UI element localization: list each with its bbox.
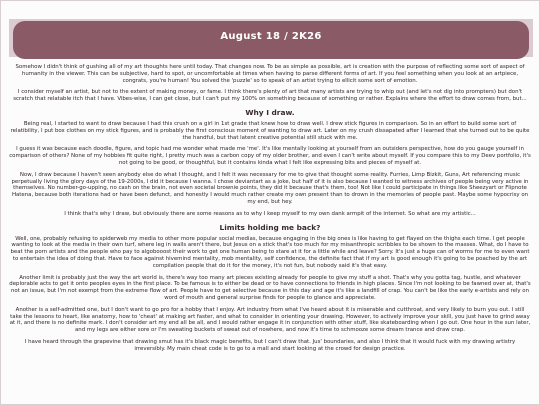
intro-paragraph: Somehow I didn't think of gushing all of my art thoughts here until today. That changes now. To be as simple as possible, art is creation with the purpose of reflecting some sort of aspect of humanity in the viewer. This can be subjective, hard to spot, or uncomfortable at times when having to parse different forms of art. If you feel something when you look at an artpiece, congrats, you're human! You solved the 'puzzle' so to speak of an artist trying to ellicit some sort of emotion. xyxy=(15,64,525,84)
post-title: August 18 / 2K26 xyxy=(220,31,322,42)
why-paragraph: I think that's why I draw, but obviously there are some reasons as to why I keep myself to my own dank armpit of the internet. So what are my artistic... xyxy=(64,210,476,217)
limits-paragraph: Another limit is probably just the way the art world is, there's way too many art pieces existing already for people to give my stuff a shot. That's why you gotta tag, hustle, and whatever deplorable acts to get it onto peoples eyes in the first place. To be famous is to either be dead or to have connections to friends in high places. Since I'm not looking to be fawned over at, that's not an issue, but I'm not exempt from the extreme flow of art. People have to get selective because in this day and age it's like a landfill of crap. You can't be like the early e-artists and rely on word of mouth and general surprise finds for people to glance and appreciate. xyxy=(9,274,531,301)
why-paragraph: Now, I draw because I haven't seen anybody else do what I thought, and I felt it was necessary for me to give that thought some reality. Furries, Limp Bizkit, Guns, Art referencing music perpetually living the glory days of the 19-2000s, I did it because I wanna. I chose deviantart as a joke, but half of it is also because I wanted to witness archives of people being very active in themselves. No number-go-upping, no cash on the brain, not even societal brownie points, they did it because that's them, too! Not like I could participate in things like Sheezyart or Flipnote Hatena, because both iterations had or have been defunct, and honestly I would much rather create my own present than to drown in the memories of people past. Maybe some hypocrisy on my end, but hey. xyxy=(11,171,529,205)
limits-paragraph: Another is a self-admitted one, but I don't want to go pro for a hobby that I enjoy. Art industry from what I've heard about it is miserable and cutthroat, and very likely to burn you out. I still take the lessons to heart, like anatomy, how to 'cheat' at making art faster, and what to consider in orienting your drawing. However, to actively improve your skill, you just have to grind away at it, and there is no definite mark. I don't consider art my end all be all, and I would rather engage it in conjunction with other stuff, like skateboarding when I go out. One hour in the sun later, and my legs are either sore or I'm sweating buckets of sweat out of nowhere, and now it's time to schmooze some dream trance and draw crap. xyxy=(9,306,531,334)
intro-paragraph: I consider myself an artist, but not to the extent of making money, or fame. I think there's plenty of art that many artists are trying to whip out (and let's not dig into prompters) but don't scratch that relatable itch that I have. Vibes-wise, I can get close, but I can't put my 100% on something because of something or rather. Explains where the effort to draw comes from, but... xyxy=(13,89,527,103)
limits-paragraph: I have heard through the grapevine that drawing smut has it's black magic benefits, but I can't draw that. Jus' boundaries, and also I think that it would fuck with my drawing artistry irreversibly. My main cheat code is to go to a mall and start looking at the crowd for design practice. xyxy=(24,338,516,352)
post-body xyxy=(9,64,531,358)
why-paragraph: Being real, I started to want to draw because I had this crush on a girl in 1st grade that knew how to draw well. I drew stick figures in comparison. So in an effort to build some sort of relatibility, I put box clothes on my stick figures, and is probably the first conscious moment of wanting to draw art. Later on my crush dissapated after I learned that she turned out to be quite the handful, but that latent creative potential still stuck with me. xyxy=(10,120,530,141)
section-heading-why: Why I draw. xyxy=(245,107,295,117)
section-heading-limits: Limits holding me back? xyxy=(219,222,321,232)
post-header xyxy=(13,21,529,59)
limits-paragraph: Well, one, probably refusing to spiderweb my media to other more popular social medias, because engaging in the big ones is like having to get flayed on the thighs each time. I get people wanting to look at the media in their own turf, where leg in walls aren't there, but Jesus on a stick that's too much for my misanthropic scribbles to be shown to the masses. What, do I have to beat the porn artists and the people who pay to algobooost their work to get one human being to stare at it for a little while and leave? Sorry. It's just a huge can of worms for me to even want to entertain the idea of doing that. Have to face against hivemind mentality, mob mentality, self confidence, the definite fact that if my art is good enough it's going to be poached by the art compilation people that do it for the money, it's not fun, but nobody said it's that easy. xyxy=(10,235,530,269)
why-paragraph: I guess it was because each doodle, figure, and topic had me wonder what made me 'me'. It's like mentally looking at yourself from an outsiders perspective, how do you gauge yourself in comparison of others? None of my hobbies fit quite right, I pretty much was a carbon copy of my older brother, and even I can't write about myself. If you compare this to my Deev portfolio, it's not going to be good, or thoughtful, but it contains kinda what I felt like expressing bits and pieces of myself at. xyxy=(9,146,531,166)
